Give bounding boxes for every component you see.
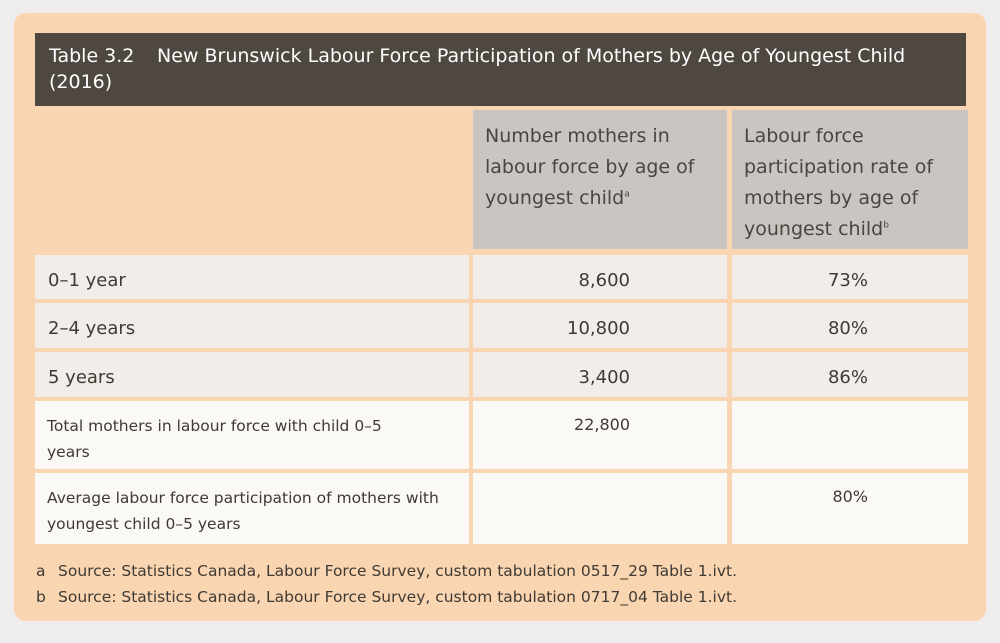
row-rate-total <box>732 401 968 469</box>
row-label-2-4-years: 2–4 years <box>35 303 469 348</box>
row-label-total: Total mothers in labour force with child 0–5 years <box>35 401 469 469</box>
row-rate-2-4-years: 80% <box>732 303 968 348</box>
footnote-ref-a: a <box>624 189 630 200</box>
table-card <box>14 13 986 621</box>
footnote-a <box>36 558 966 584</box>
row-label-5-years: 5 years <box>35 352 469 397</box>
footnotes <box>36 558 966 610</box>
footnote-key: a <box>36 562 46 580</box>
footnote-text: Source: Statistics Canada, Labour Force Survey, custom tabulation 0517_29 Table 1.ivt. <box>58 562 738 580</box>
table-title: New Brunswick Labour Force Participation of Mothers by Age of Youngest Child (2016) <box>49 45 906 93</box>
row-label-average: Average labour force participation of mothers with youngest child 0–5 years <box>35 473 469 544</box>
footnote-ref-b: b <box>883 220 889 231</box>
header-corner <box>35 106 469 249</box>
row-rate-0-1-year: 73% <box>732 255 968 299</box>
header-participation-rate-label: Labour force participation rate of mothers by age of youngest child <box>744 125 934 240</box>
row-number-total: 22,800 <box>473 401 727 469</box>
row-number-2-4-years: 10,800 <box>473 303 727 348</box>
table-number: Table 3.2 <box>49 45 135 67</box>
header-participation-rate <box>732 110 968 249</box>
footnote-text: Source: Statistics Canada, Labour Force Survey, custom tabulation 0717_04 Table 1.ivt. <box>58 588 738 606</box>
header-number-mothers <box>473 110 727 249</box>
row-rate-average: 80% <box>732 473 968 544</box>
row-number-0-1-year: 8,600 <box>473 255 727 299</box>
footnote-b <box>36 584 966 610</box>
row-number-average <box>473 473 727 544</box>
row-rate-5-years: 86% <box>732 352 968 397</box>
row-label-0-1-year: 0–1 year <box>35 255 469 299</box>
row-number-5-years: 3,400 <box>473 352 727 397</box>
header-number-mothers-label: Number mothers in labour force by age of youngest child <box>485 125 695 209</box>
footnote-key: b <box>36 588 46 606</box>
table-title-bar <box>35 33 966 106</box>
